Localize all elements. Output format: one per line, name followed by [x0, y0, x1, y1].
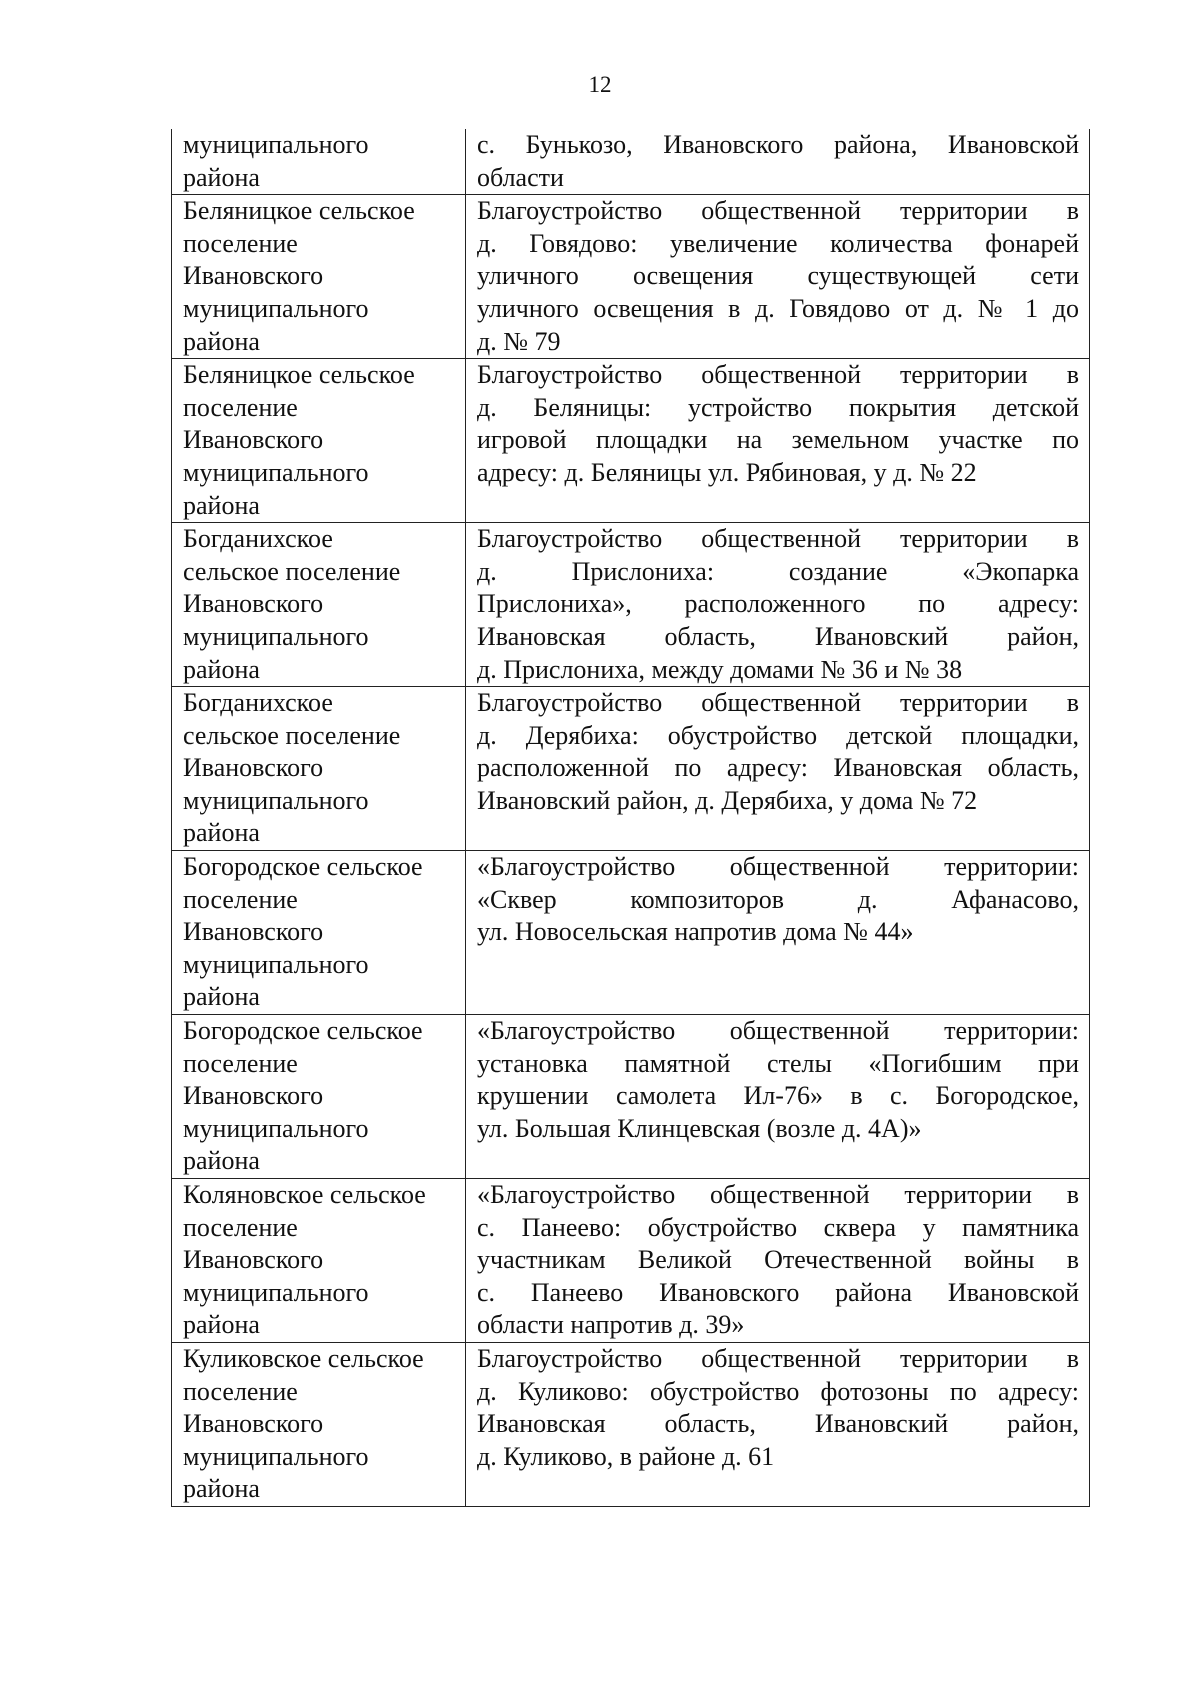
- project-line: д. Говядово: увеличение количества фонарей: [477, 228, 1079, 258]
- project-cell: [466, 129, 1090, 195]
- project-line: «Сквер композиторов д. Афанасово,: [477, 884, 1079, 914]
- project-cell: [466, 1015, 1090, 1179]
- project-line: уличного освещения в д. Говядово от д. № 1 до: [477, 293, 1079, 323]
- settlement-line: района: [183, 490, 260, 520]
- settlement-line: района: [183, 162, 260, 192]
- settlement-line: Ивановского: [183, 589, 324, 619]
- settlement-line: сельское поселение: [183, 720, 401, 750]
- settlement-line: Беляницкое сельское: [183, 360, 415, 390]
- settlement-line: Коляновское сельское: [183, 1180, 426, 1209]
- project-line: д. Куликово: обустройство фотозоны по адресу:: [477, 1376, 1079, 1406]
- settlement-line: муниципального: [183, 621, 369, 651]
- table-row: [172, 1015, 1090, 1179]
- settlement-line: поселение: [183, 884, 298, 914]
- settlement-line: Ивановского: [183, 1245, 324, 1275]
- project-cell: [466, 1342, 1090, 1506]
- project-line: Благоустройство общественной территории в: [477, 196, 1079, 226]
- settlement-line: Богородское сельское: [183, 852, 423, 882]
- project-line: Ивановская область, Ивановский район,: [477, 1409, 1079, 1439]
- project-line: д. Куликово, в районе д. 61: [477, 1441, 775, 1471]
- project-line: Прислониха», расположенного по адресу:: [477, 589, 1079, 619]
- settlement-line: Ивановского: [183, 425, 324, 455]
- settlement-line: сельское поселение: [183, 556, 401, 586]
- settlement-line: Ивановского: [183, 917, 324, 947]
- settlement-cell: [172, 129, 466, 195]
- project-line: с. Панеево: обустройство сквера у памятника: [477, 1212, 1079, 1242]
- project-line: расположенной по адресу: Ивановская область,: [477, 753, 1079, 783]
- project-line: Благоустройство общественной территории в: [477, 360, 1079, 390]
- settlement-line: поселение: [183, 1376, 298, 1406]
- project-line: ул. Новосельская напротив дома № 44»: [477, 917, 914, 947]
- table-row: [172, 129, 1090, 195]
- settlement-cell: [172, 195, 466, 359]
- settlement-line: муниципального: [183, 1113, 369, 1143]
- settlement-line: муниципального: [183, 457, 369, 487]
- project-line: Ивановская область, Ивановский район,: [477, 621, 1079, 651]
- settlement-line: Ивановского: [183, 753, 324, 783]
- settlement-line: Богородское сельское: [183, 1016, 423, 1046]
- page-number: 12: [588, 72, 612, 97]
- settlement-line: района: [183, 654, 260, 684]
- project-cell: [466, 1179, 1090, 1343]
- project-line: «Благоустройство общественной территории:: [477, 852, 1079, 882]
- project-line: с. Панеево Ивановского района Ивановской: [477, 1277, 1079, 1307]
- project-cell: [466, 195, 1090, 359]
- settlement-line: поселение: [183, 228, 298, 258]
- settlement-line: района: [183, 982, 260, 1012]
- project-line: «Благоустройство общественной территории в: [477, 1180, 1079, 1209]
- project-line: д. Прислониха, между домами № 36 и № 38: [477, 654, 963, 684]
- project-cell: [466, 523, 1090, 687]
- project-cell: [466, 851, 1090, 1015]
- project-line: крушении самолета Ил-76» в с. Богородское,: [477, 1081, 1079, 1111]
- settlement-line: Беляницкое сельское: [183, 196, 415, 226]
- settlement-line: муниципального: [183, 1277, 369, 1307]
- settlement-cell: [172, 1015, 466, 1179]
- settlement-cell: [172, 523, 466, 687]
- project-line: адресу: д. Беляницы ул. Рябиновая, у д. № 22: [477, 457, 977, 487]
- settlement-line: района: [183, 326, 260, 356]
- table-row: [172, 523, 1090, 687]
- settlement-line: Ивановского: [183, 1081, 324, 1111]
- table-row: [172, 1179, 1090, 1343]
- settlement-line: района: [183, 818, 260, 848]
- project-line: установка памятной стелы «Погибшим при: [477, 1048, 1079, 1078]
- settlement-cell: [172, 1179, 466, 1343]
- settlement-line: района: [183, 1146, 260, 1176]
- project-line: Ивановский район, д. Дерябиха, у дома № 72: [477, 785, 978, 815]
- settlement-line: района: [183, 1474, 260, 1504]
- project-line: Благоустройство общественной территории в: [477, 524, 1079, 554]
- settlement-line: поселение: [183, 1048, 298, 1078]
- project-line: игровой площадки на земельном участке по: [477, 425, 1079, 455]
- project-line: Благоустройство общественной территории в: [477, 688, 1079, 718]
- table-row: [172, 851, 1090, 1015]
- table-row: [172, 1342, 1090, 1506]
- project-line: области напротив д. 39»: [477, 1310, 745, 1340]
- settlement-line: муниципального: [183, 1441, 369, 1471]
- settlement-line: муниципального: [183, 293, 369, 323]
- settlement-line: района: [183, 1310, 260, 1340]
- table-row: [172, 687, 1090, 851]
- project-line: д. Дерябиха: обустройство детской площадки,: [477, 720, 1079, 750]
- project-line: с. Бунькозо, Ивановского района, Ивановской: [477, 130, 1079, 159]
- table-row: [172, 359, 1090, 523]
- project-line: области: [477, 162, 564, 192]
- settlement-line: Куликовское сельское: [183, 1343, 424, 1373]
- table-row: [172, 195, 1090, 359]
- settlement-cell: [172, 851, 466, 1015]
- project-line: уличного освещения существующей сети: [477, 261, 1079, 291]
- project-cell: [466, 687, 1090, 851]
- settlement-line: Ивановского: [183, 261, 324, 291]
- settlement-line: Ивановского: [183, 1409, 324, 1439]
- projects-table: [171, 129, 1090, 1507]
- project-line: д. Беляницы: устройство покрытия детской: [477, 392, 1079, 422]
- project-line: участникам Великой Отечественной войны в: [477, 1245, 1079, 1275]
- project-cell: [466, 359, 1090, 523]
- settlement-line: Богданихское: [183, 688, 333, 718]
- settlement-line: муниципального: [183, 949, 369, 979]
- settlement-line: поселение: [183, 1212, 298, 1242]
- settlement-line: муниципального: [183, 785, 369, 815]
- settlement-line: муниципального: [183, 130, 369, 159]
- settlement-line: Богданихское: [183, 524, 333, 554]
- project-line: д. № 79: [477, 326, 561, 356]
- settlement-cell: [172, 359, 466, 523]
- settlement-cell: [172, 687, 466, 851]
- table-body: [172, 129, 1090, 1506]
- project-line: «Благоустройство общественной территории:: [477, 1016, 1079, 1046]
- project-line: Благоустройство общественной территории в: [477, 1343, 1079, 1373]
- settlement-line: поселение: [183, 392, 298, 422]
- settlement-cell: [172, 1342, 466, 1506]
- project-line: д. Прислониха: создание «Экопарка: [477, 556, 1079, 586]
- project-line: ул. Большая Клинцевская (возле д. 4А)»: [477, 1113, 922, 1143]
